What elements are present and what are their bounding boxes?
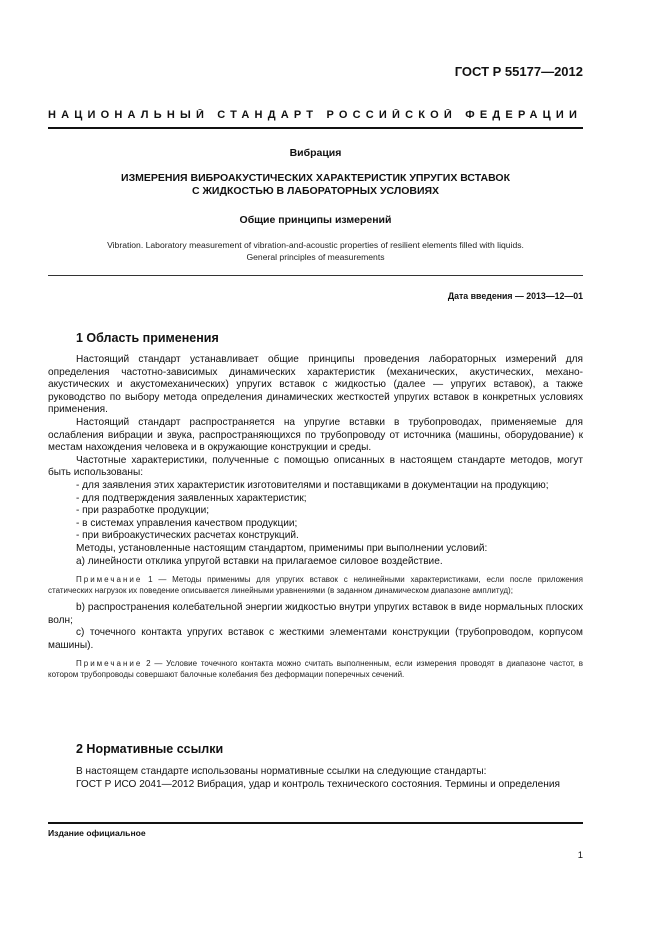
title-divider [48,275,583,276]
paragraph: Методы, установленные настоящим стандартом, применимы при выполнении условий: [76,542,488,554]
paragraph: ГОСТ Р ИСО 2041—2012 Вибрация, удар и контроль технического состояния. Термины и определения [76,778,560,790]
standard-code: ГОСТ Р 55177—2012 [454,64,583,79]
introduction-date: Дата введения — 2013—12—01 [447,291,583,301]
document-subtitle: Общие принципы измерений [239,214,392,226]
footer-divider [48,822,583,824]
document-title [48,172,583,198]
paragraph: Частотные характеристики, полученные с помощью описанных в настоящем стандарте методов, могут быть использованы: [48,454,583,479]
page-number: 1 [577,850,583,861]
national-standard-heading: НАЦИОНАЛЬНЫЙ СТАНДАРТ РОССИЙСКОЙ ФЕДЕРАЦИИ [48,109,583,121]
english-title [48,239,583,263]
section-2-heading: 2 Нормативные ссылки [76,742,224,756]
paragraph: В настоящем стандарте использованы нормативные ссылки на следующие стандарты: [76,766,487,777]
section-1-heading: 1 Область применения [76,331,219,345]
paragraph: Настоящий стандарт устанавливает общие принципы проведения лабораторных измерений для определения частотно-зависимых динамических характеристик (механических, акустических, механо-акустических и акустомеханических) упругих вставок с жидкостью (далее — упругих вставок), а также руководство по выбору метода определения динамических жесткостей упругих вставок в конкретных условиях применения. [48,354,583,416]
list-item: - при виброакустических расчетах конструкций. [76,530,299,542]
document-subject: Вибрация [289,147,342,159]
paragraph: Настоящий стандарт распространяется на упругие вставки в трубопроводах, применяемые для ослабления вибрации и звука, распространяющихся по трубопроводу от источника (машины, оборудование) к местам нахождения человека и в окружающие конструкции и среды. [48,416,583,454]
list-item: - для заявления этих характеристик изготовителями и поставщиками в документации на продукцию; [76,479,549,491]
note-label: Примечание [76,575,143,585]
note-1 [48,574,583,596]
note-2 [48,658,583,680]
section-1-body [48,354,583,686]
condition-b: b) распространения колебательной энергии жидкостью внутри упругих вставок в виде нормальных плоских волн; [48,602,583,626]
english-title-line-1: Vibration. Laboratory measurement of vibration-and-acoustic properties of resilient elements filled with liquids. [107,240,524,250]
header-divider [48,127,583,129]
condition-c: с) точечного контакта упругих вставок с жесткими элементами конструкции (трубопроводом, корпусом машины). [48,627,583,651]
list-item: - в системах управления качеством продукции; [76,517,298,529]
note-text: 2 — Условие точечного контакта можно считать выполненным, если измерения проводят в диапазоне частот, в котором трубопроводы совершают балочные колебания без деформации поперечных сечений. [48,659,583,680]
list-item: - при разработке продукции; [76,505,210,517]
title-line-1: ИЗМЕРЕНИЯ ВИБРОАКУСТИЧЕСКИХ ХАРАКТЕРИСТИК УПРУГИХ ВСТАВОК [121,172,510,184]
english-title-line-2: General principles of measurements [246,252,385,262]
list-item: - для подтверждения заявленных характеристик; [76,492,307,504]
title-line-2: С ЖИДКОСТЬЮ В ЛАБОРАТОРНЫХ УСЛОВИЯХ [191,185,440,197]
note-label: Примечание [76,659,143,669]
section-2-body [48,766,583,791]
condition-a: а) линейности отклика упругой вставки на прилагаемое силовое воздействие. [76,555,443,567]
official-edition-label: Издание официальное [48,828,146,838]
note-text: 1 — Методы применимы для упругих вставок с нелинейными характеристиками, если после приложения статических нагрузок их поведение описывается линейными уравнениями (в заданном динамическом диапазоне амплитуд); [48,575,583,596]
